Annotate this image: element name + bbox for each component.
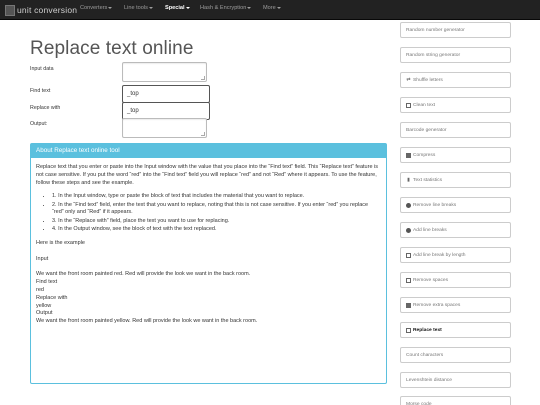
- example-intro: Here is the example: [36, 239, 85, 246]
- input-data-textarea[interactable]: [122, 62, 207, 82]
- chevron-down-icon: [108, 7, 112, 9]
- example-output-text: We want the front room painted yellow. Red will provide the look we want in the back room.: [36, 318, 258, 325]
- sidebar-item-add-line-breaks[interactable]: [400, 222, 511, 238]
- find-text-label: Find text: [30, 88, 51, 94]
- chevron-down-icon: [149, 7, 153, 9]
- sidebar-item-remove-line-breaks[interactable]: [400, 197, 511, 213]
- document-icon: [406, 103, 411, 108]
- output-label: Output:: [30, 121, 48, 127]
- sidebar-item-replace-text[interactable]: [400, 322, 511, 338]
- sidebar-item-levenshtein-distance[interactable]: [400, 372, 511, 388]
- step-item: • 4. In the Output window, see the block of text with the text replaced.: [52, 226, 381, 234]
- brand-logo-icon: [5, 5, 15, 16]
- example-find-label: Find text: [36, 279, 58, 286]
- sidebar-item-text-statistics[interactable]: [400, 172, 511, 188]
- steps-list: [52, 193, 381, 233]
- sidebar-item-compress[interactable]: [400, 147, 511, 163]
- step-item: • 1. In the Input window, type or paste the block of text that includes the material that you want to replace.: [52, 193, 381, 201]
- sidebar-item-morse-code[interactable]: [400, 396, 511, 405]
- sidebar-item-label: Random number generator: [406, 27, 465, 33]
- about-panel-body: [31, 158, 386, 332]
- step-item: • 2. In the “Find text” field, enter the text that you want to replace, noting that this is not case sensitive. If you enter “red” you replace “red” only and “Red” if it appears.: [52, 202, 381, 218]
- example-input-label: Input: [36, 255, 49, 262]
- page-title: Replace text online: [30, 38, 194, 59]
- sidebar-item-remove-spaces[interactable]: [400, 272, 511, 288]
- add-icon: [406, 228, 411, 233]
- nav-special[interactable]: [165, 5, 190, 11]
- chevron-down-icon: [277, 7, 281, 9]
- sidebar-item-label: Remove extra spaces: [413, 302, 461, 308]
- sidebar-item-random-string[interactable]: [400, 47, 511, 63]
- sidebar-item-label: Count characters: [406, 352, 444, 358]
- add-line-icon: [406, 253, 411, 258]
- find-text-input[interactable]: _top: [122, 85, 210, 103]
- remove-spaces-icon: [406, 278, 411, 283]
- compress-icon: [406, 153, 411, 158]
- nav-hash-label: Hash & Encryption: [200, 5, 247, 11]
- sidebar-item-label: Compress: [413, 152, 436, 158]
- sidebar-item-barcode-generator[interactable]: [400, 122, 511, 138]
- about-intro: Replace text that you enter or paste into the Input window with the value that you place into the “Find text” field. This “Replace text” feature is not case sensitive. If you put the word “red” into the “Find text” field you will replace “red” and not “Red” where it appears. To use the feature, follow these steps and see the example.: [36, 164, 379, 186]
- nav-hash-encryption[interactable]: [200, 5, 251, 11]
- nav-converters[interactable]: [80, 5, 112, 11]
- about-panel-heading: About Replace text online tool: [31, 144, 386, 158]
- input-data-label: Input data: [30, 66, 54, 72]
- sidebar-item-label: Clean text: [413, 102, 436, 108]
- example-find-value: red: [36, 287, 44, 294]
- stats-icon: ▮: [407, 176, 410, 183]
- example-replace-value: yellow: [36, 302, 52, 309]
- brand-text: unit conversion: [17, 5, 78, 15]
- nav-line-tools-label: Line tools: [124, 5, 148, 11]
- sidebar-item-random-number[interactable]: [400, 22, 511, 38]
- sidebar-item-label: Morse code: [406, 401, 432, 405]
- sidebar-item-label: Add line break by length: [413, 252, 466, 258]
- sidebar-item-label: Replace text: [413, 327, 442, 333]
- example-output-label: Output: [36, 310, 53, 317]
- example-replace-label: Replace with: [36, 294, 68, 301]
- step-item: • 3. In the “Replace with” field, place the text you want to use for replacing.: [52, 218, 381, 226]
- nav-converters-label: Converters: [80, 5, 108, 11]
- sidebar-item-label: Text statistics: [413, 177, 443, 183]
- sidebar-item-shuffle-letters[interactable]: [400, 72, 511, 88]
- sidebar-item-label: Levenshtein distance: [406, 377, 452, 383]
- resize-grip-icon[interactable]: [201, 132, 205, 136]
- replace-with-input[interactable]: _top: [122, 102, 210, 120]
- sidebar-item-remove-extra-spaces[interactable]: [400, 297, 511, 313]
- nav-more-label: More: [263, 5, 276, 11]
- sidebar-item-add-line-break-by-length[interactable]: [400, 247, 511, 263]
- example-input-text: We want the front room painted red. Red will provide the look we want in the back room.: [36, 271, 251, 278]
- sidebar-item-label: Remove line breaks: [413, 202, 457, 208]
- chevron-down-icon: [186, 7, 190, 9]
- replace-icon: [406, 328, 411, 333]
- chevron-down-icon: [247, 7, 251, 9]
- sidebar-item-clean-text[interactable]: [400, 97, 511, 113]
- sidebar-item-count-characters[interactable]: [400, 347, 511, 363]
- sidebar-item-label: Shuffle letters: [413, 77, 443, 83]
- remove-icon: [406, 203, 411, 208]
- sidebar-item-label: Remove spaces: [413, 277, 449, 283]
- resize-grip-icon[interactable]: [201, 76, 205, 80]
- sidebar-item-label: Barcode generator: [406, 127, 447, 133]
- replace-with-label: Replace with: [30, 105, 61, 111]
- shuffle-icon: ⇄: [406, 76, 411, 83]
- sidebar-item-label: Add line breaks: [413, 227, 447, 233]
- about-panel: [30, 143, 387, 384]
- top-navbar: [0, 0, 540, 20]
- brand-link[interactable]: [5, 3, 77, 17]
- output-textarea[interactable]: [122, 118, 207, 138]
- nav-more[interactable]: [263, 5, 281, 11]
- remove-extra-icon: [406, 303, 411, 308]
- nav-special-label: Special: [165, 5, 185, 11]
- sidebar-item-label: Random string generator: [406, 52, 461, 58]
- nav-line-tools[interactable]: [124, 5, 153, 11]
